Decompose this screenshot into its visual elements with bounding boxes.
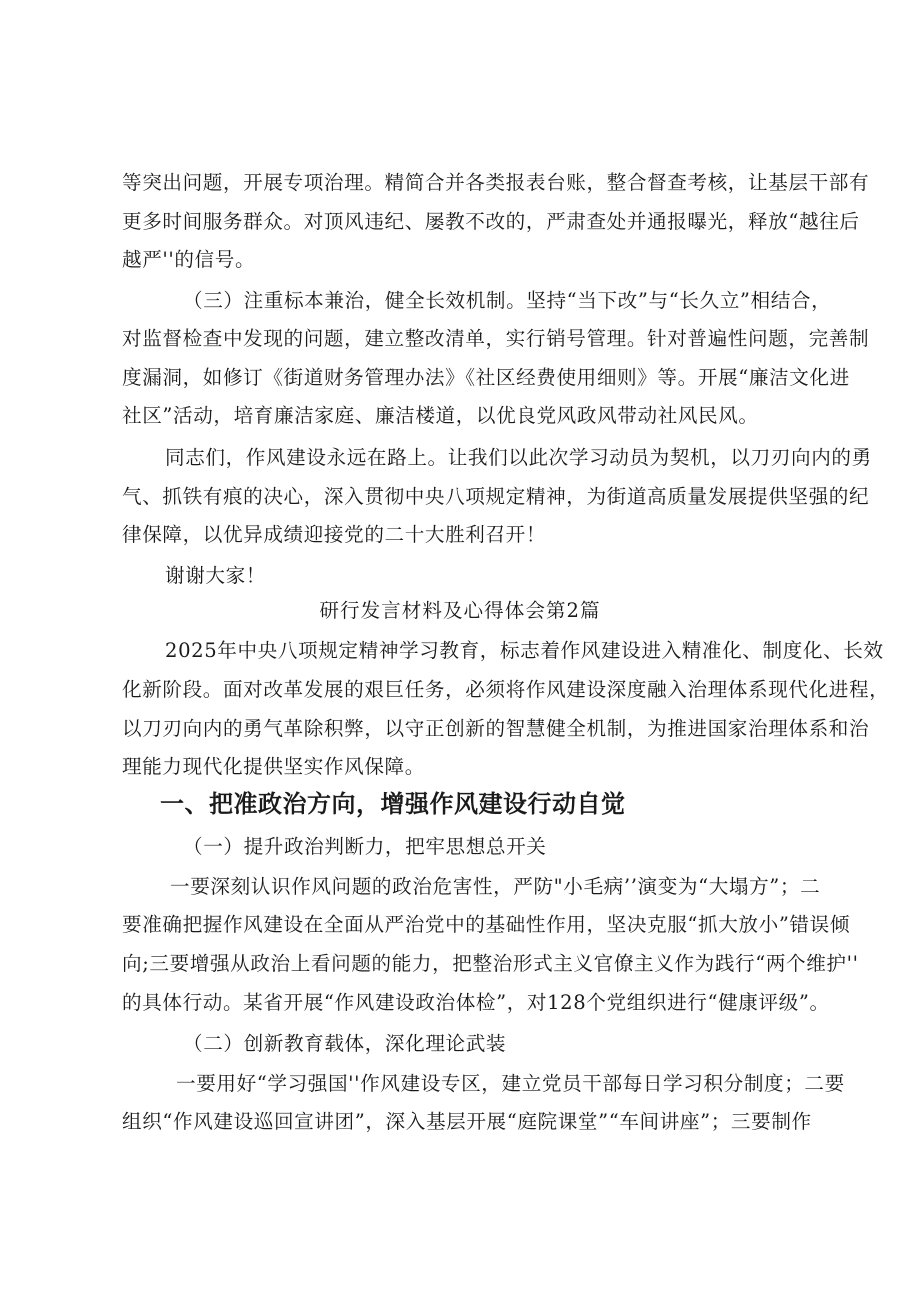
subsection-heading: （二）创新教育载体，深化理论武装 — [183, 1032, 507, 1055]
paragraph-line: 的具体行动。某省开展“作风建设政治体检”，对128个党组织进行“健康评级”。 — [122, 991, 830, 1014]
paragraph-line: 社区”活动，培育廉洁家庭、廉洁楼道，以优良党风政风带动社风民风。 — [122, 404, 759, 427]
paragraph-line: 要准确把握作风建设在全面从严治党中的基础性作用，坚决克服“抓大放小”错误倾 — [122, 913, 851, 936]
paragraph-line: 等突出问题，开展专项治理。精简合并各类报表台账，整合督查考核，让基层干部有 — [122, 171, 870, 194]
paragraph-line: 向;三要增强从政治上看问题的能力，把整治形式主义官僚主义作为践行“两个维护'' — [122, 952, 859, 975]
paragraph-line: 越严''的信号。 — [122, 248, 256, 271]
paragraph-line: 一要深刻认识作风问题的政治危害性，严防"小毛病’’演变为“大塌方”；二 — [170, 875, 821, 898]
paragraph-line: 度漏洞，如修订《街道财务管理办法》《社区经费使用细则》等。开展“廉洁文化进 — [122, 366, 850, 389]
thanks-line: 谢谢大家！ — [165, 564, 266, 587]
paragraph-line: （三）注重标本兼治，健全长效机制。坚持“当下改”与“长久立”相结合， — [183, 289, 832, 312]
article-title: 研行发言材料及心得体会第2篇 — [319, 599, 601, 622]
paragraph-line: 以刀刃向内的勇气革除积弊，以守正创新的智慧健全机制，为推进国家治理体系和治 — [122, 717, 870, 740]
subsection-heading: （一）提升政治判断力，把牢思想总开关 — [183, 835, 547, 858]
paragraph-line: 一要用好“学习强国''作风建设专区，建立党员干部每日学习积分制度；二要 — [176, 1072, 845, 1095]
paragraph-line: 理能力现代化提供坚实作风保障。 — [122, 755, 425, 778]
paragraph-line: 化新阶段。面对改革发展的艰巨任务，必须将作风建设深度融入治理体系现代化进程， — [122, 678, 890, 701]
paragraph-line: 气、抓铁有痕的决心，深入贯彻中央八项规定精神，为街道高质量发展提供坚强的纪 — [122, 485, 870, 508]
paragraph-line: 同志们，作风建设永远在路上。让我们以此次学习动员为契机，以刀刃向内的勇 — [165, 446, 872, 469]
paragraph-line: 2025年中央八项规定精神学习教育，标志着作风建设进入精准化、制度化、长效 — [165, 639, 884, 662]
paragraph-line: 更多时间服务群众。对顶风违纪、屡教不改的，严肃查处并通报曝光，释放“越往后 — [122, 210, 860, 233]
section-heading: 一、把准政治方向，增强作风建设行动自觉 — [160, 790, 626, 818]
paragraph-line: 对监督检查中发现的问题，建立整改清单，实行销号管理。针对普遍性问题，完善制 — [122, 327, 870, 350]
paragraph-line: 律保障，以优异成绩迎接党的二十大胜利召开！ — [122, 523, 547, 546]
paragraph-line: 组织“作风建设巡回宣讲团”，深入基层开展“庭院课堂”“车间讲座”；三要制作 — [122, 1110, 812, 1133]
